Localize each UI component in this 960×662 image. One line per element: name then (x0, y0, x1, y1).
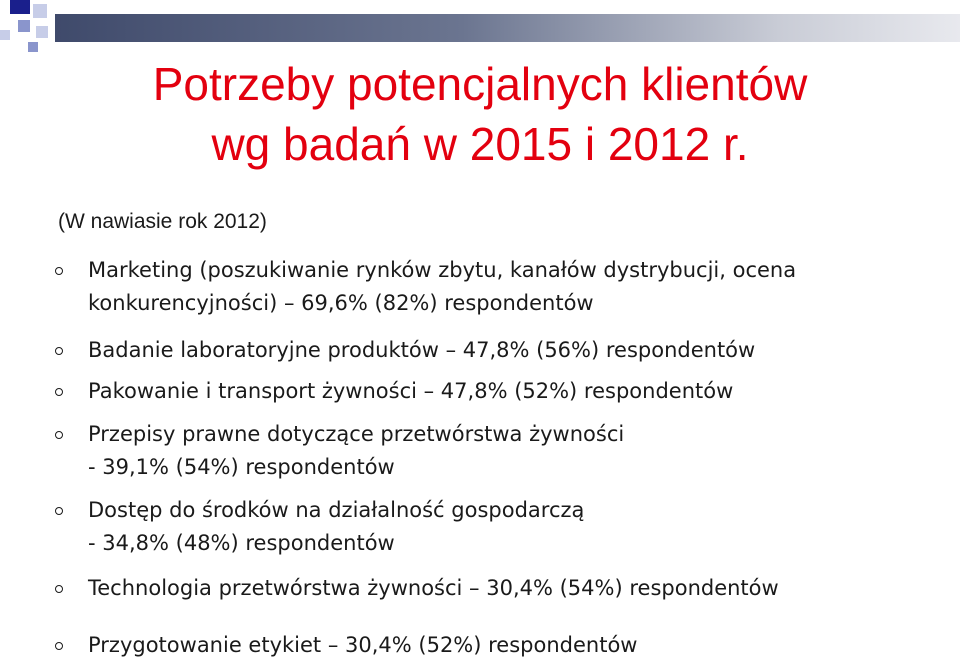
decor-square (0, 30, 10, 40)
list-item (0, 375, 960, 408)
item-text: Pakowanie i transport żywności – 47,8% (52%) respondentów (88, 379, 734, 403)
decor-square (18, 20, 30, 32)
item-text: Przepisy prawne dotyczące przetwórstwa żywności (88, 422, 625, 446)
subtitle-note: (W nawiasie rok 2012) (58, 210, 267, 233)
bullet-circle-icon (55, 267, 63, 275)
bullet-circle-icon (55, 347, 63, 355)
title-line: wg badań w 2015 i 2012 r. (211, 118, 749, 170)
item-text: konkurencyjności) – 69,6% (82%) respondentów (88, 291, 594, 315)
item-text: Dostęp do środków na działalność gospodarczą (88, 498, 585, 522)
item-text: Przygotowanie etykiet – 30,4% (52%) respondentów (88, 633, 638, 657)
list-item (0, 494, 960, 560)
decor-square (33, 4, 47, 18)
decor-square (36, 26, 48, 38)
list-item (0, 629, 960, 662)
bullet-circle-icon (55, 585, 63, 593)
bullet-circle-icon (55, 388, 63, 396)
item-text: - 34,8% (48%) respondentów (88, 531, 395, 555)
corner-decoration (0, 0, 60, 60)
needs-list (0, 254, 960, 662)
bullet-circle-icon (55, 507, 63, 515)
bullet-circle-icon (55, 642, 63, 650)
item-text: - 39,1% (54%) respondentów (88, 455, 395, 479)
title-line: Potrzeby potencjalnych klientów (152, 58, 808, 110)
header-gradient-bar (55, 14, 960, 42)
decor-square (10, 0, 30, 14)
item-text: Technologia przetwórstwa żywności – 30,4% (54%) respondentów (88, 576, 779, 600)
list-item (0, 572, 960, 605)
item-text: Marketing (poszukiwanie rynków zbytu, kanałów dystrybucji, ocena (88, 258, 797, 282)
item-text: Badanie laboratoryjne produktów – 47,8% (56%) respondentów (88, 338, 756, 362)
bullet-circle-icon (55, 431, 63, 439)
slide-title (0, 54, 960, 174)
list-item (0, 254, 960, 320)
decor-square (28, 42, 38, 52)
list-item (0, 334, 960, 367)
list-item (0, 418, 960, 484)
